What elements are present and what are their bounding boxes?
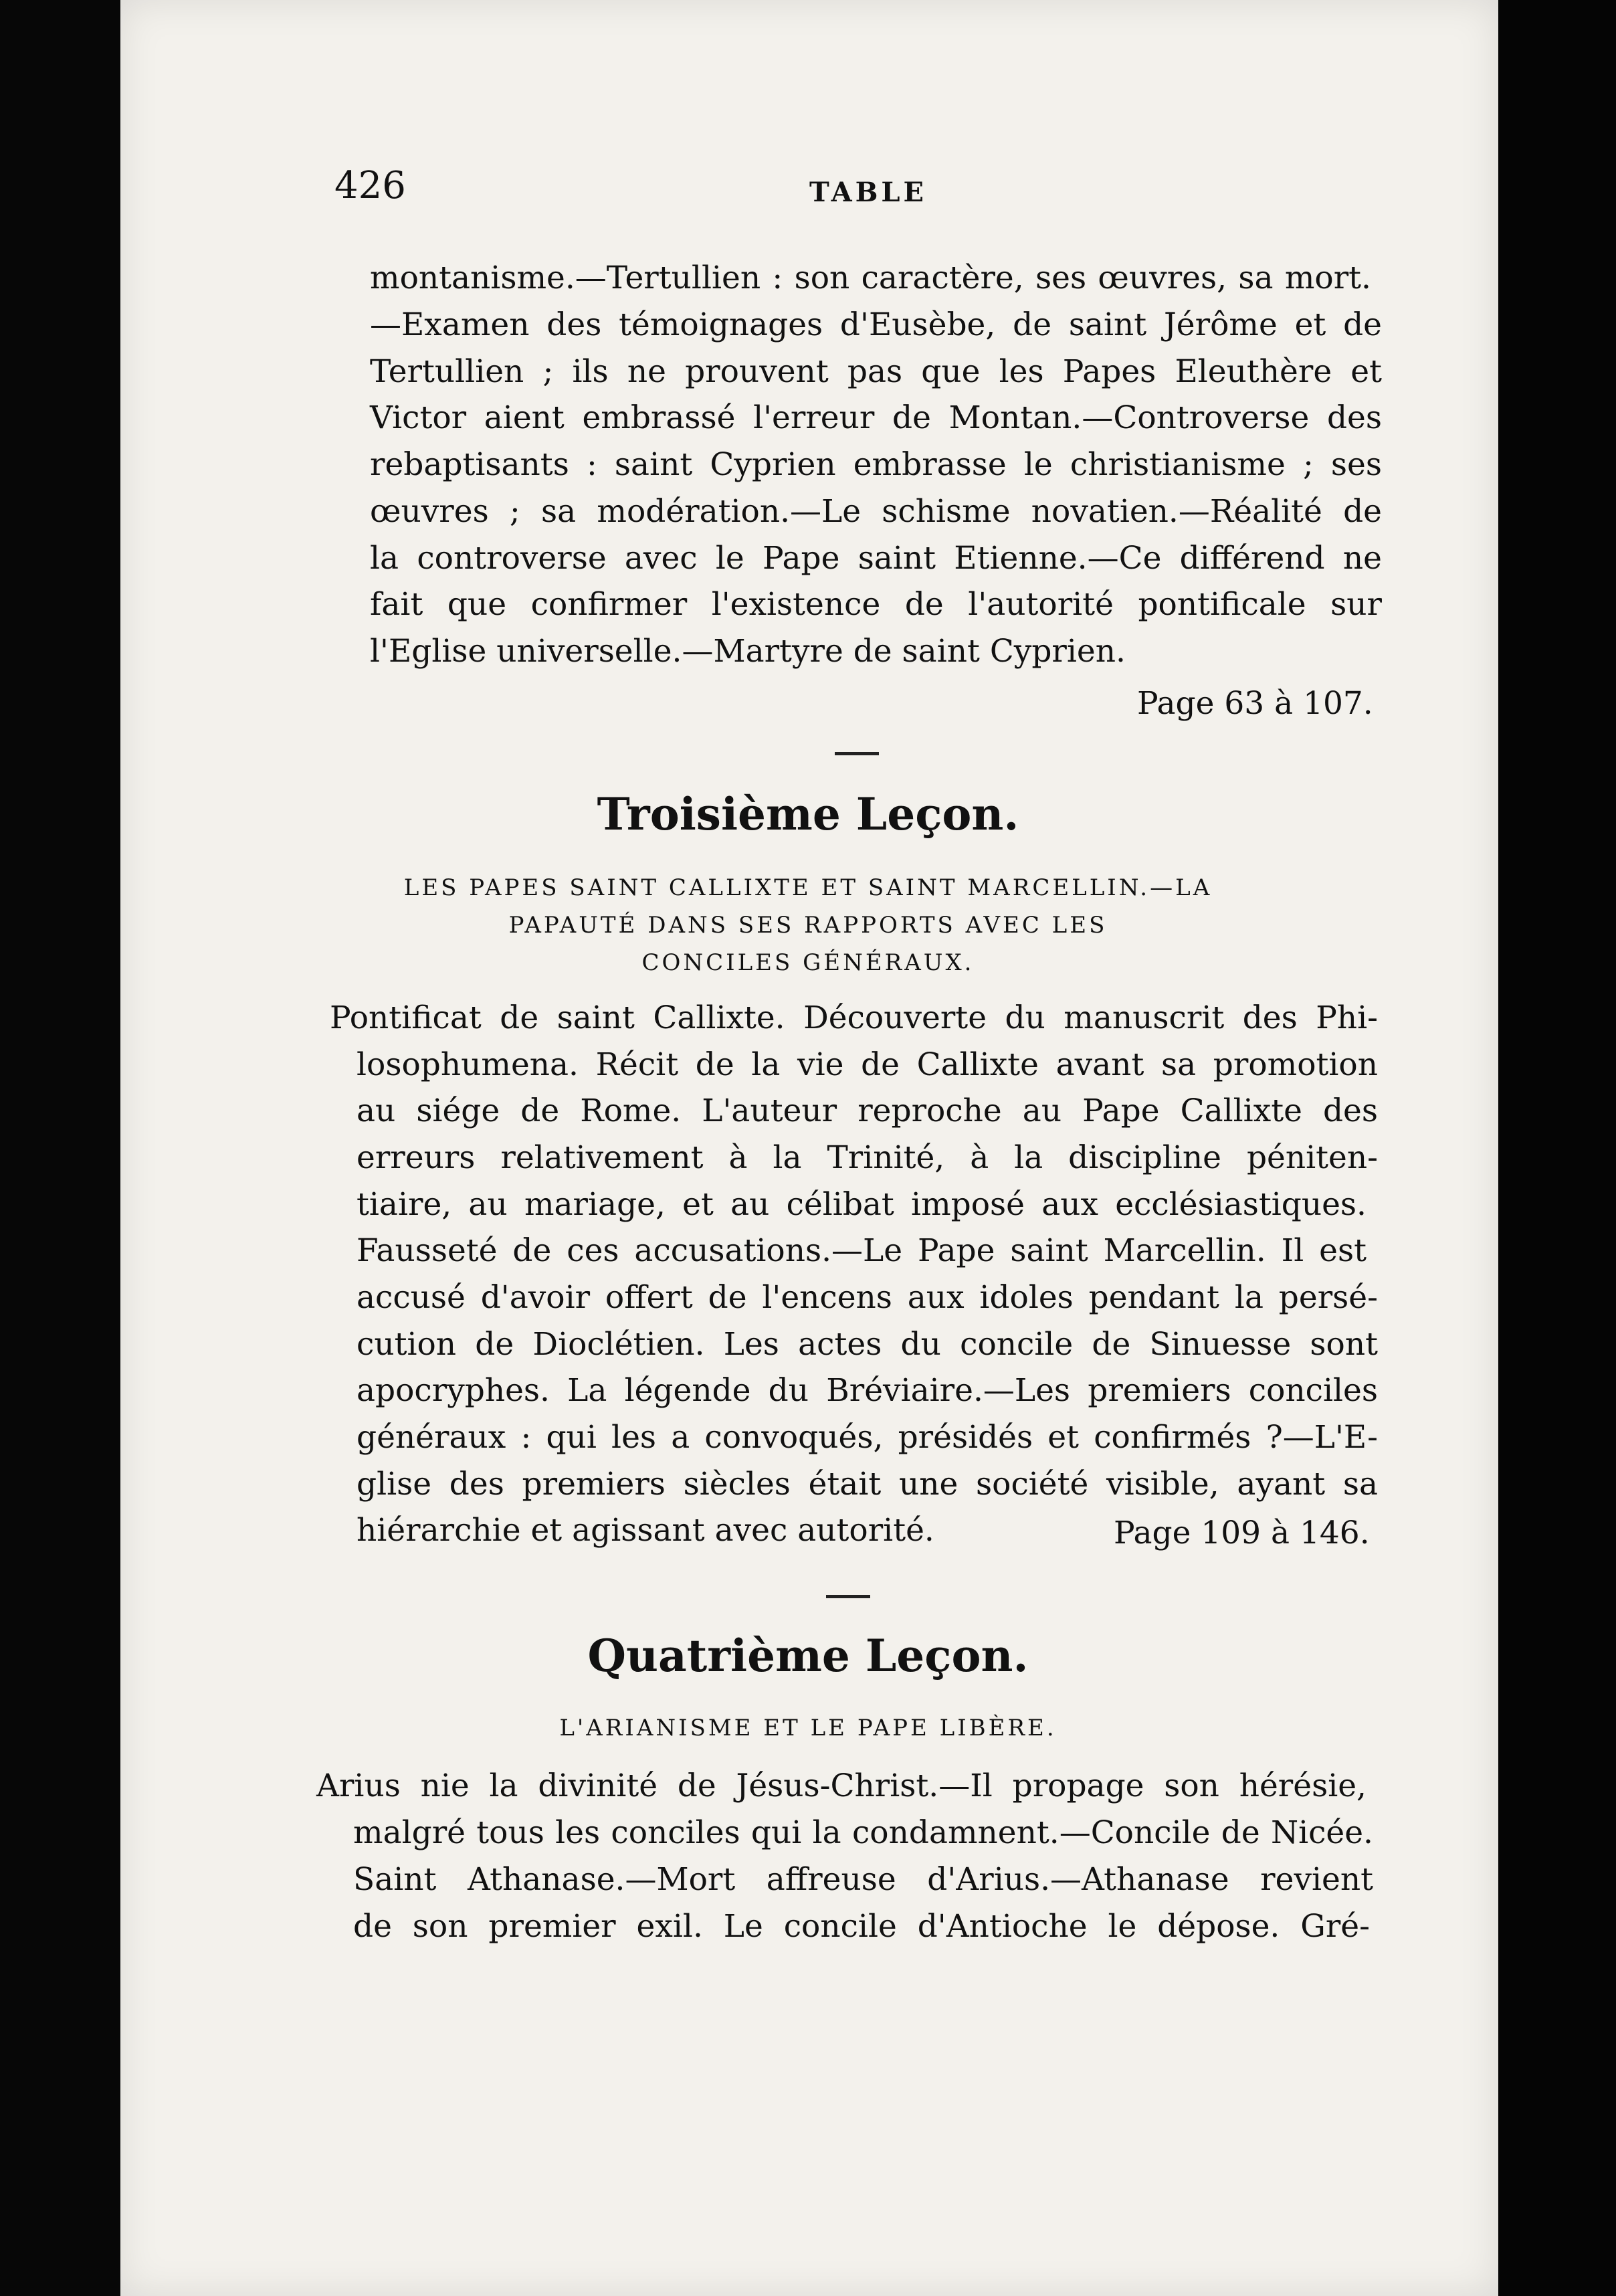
- lesson-subtitle: L'ARIANISME ET LE PAPE LIBÈRE.: [559, 1715, 1057, 1741]
- page-number: 426: [334, 164, 406, 207]
- text-line: au siége de Rome. L'auteur reproche au Pape Callixte des: [357, 1092, 1378, 1129]
- lesson-title: Quatrième Leçon.: [587, 1630, 1029, 1682]
- text-line: glise des premiers siècles était une société visible, ayant sa: [357, 1466, 1378, 1503]
- text-line: Tertullien ; ils ne prouvent pas que les Papes Eleuthère et: [370, 353, 1382, 390]
- page-reference: Page 63 à 107.: [1137, 685, 1373, 722]
- lesson-subtitle: PAPAUTÉ DANS SES RAPPORTS AVEC LES: [508, 912, 1108, 939]
- text-line: apocryphes. La légende du Bréviaire.—Les premiers conciles: [357, 1372, 1378, 1409]
- section-divider: [826, 1595, 870, 1598]
- text-line: erreurs relativement à la Trinité, à la discipline péniten-: [357, 1139, 1378, 1176]
- text-line: l'Eglise universelle.—Martyre de saint Cyprien.: [370, 633, 1126, 670]
- text-line: de son premier exil. Le concile d'Antioche le dépose. Gré-: [353, 1908, 1370, 1945]
- text-line: Arius nie la divinité de Jésus-Christ.—Il propage son hérésie,: [316, 1767, 1367, 1804]
- running-title: TABLE: [809, 177, 928, 208]
- text-line: accusé d'avoir offert de l'encens aux idoles pendant la persé-: [357, 1279, 1378, 1316]
- text-line: Fausseté de ces accusations.—Le Pape saint Marcellin. Il est: [357, 1232, 1367, 1269]
- text-line: la controverse avec le Pape saint Etienne.—Ce différend ne: [370, 540, 1382, 577]
- text-line: généraux : qui les a convoqués, présidés et confirmés ?—L'E-: [357, 1419, 1378, 1456]
- text-line: cution de Dioclétien. Les actes du concile de Sinuesse sont: [357, 1326, 1378, 1363]
- text-line: malgré tous les conciles qui la condamnent.—Concile de Nicée.: [353, 1814, 1373, 1851]
- text-line: —Examen des témoignages d'Eusèbe, de saint Jérôme et de: [370, 306, 1382, 343]
- text-line: fait que confirmer l'existence de l'autorité pontificale sur: [370, 586, 1382, 623]
- scan-left-border: [0, 0, 120, 2296]
- text-line: hiérarchie et agissant avec autorité.: [357, 1512, 934, 1549]
- text-line: montanisme.—Tertullien : son caractère, ses œuvres, sa mort.: [370, 260, 1371, 296]
- lesson-subtitle: LES PAPES SAINT CALLIXTE ET SAINT MARCELLIN.—LA: [403, 874, 1213, 901]
- text-line: Pontificat de saint Callixte. Découverte du manuscrit des Phi-: [330, 999, 1378, 1036]
- scan-right-border: [1498, 0, 1616, 2296]
- lesson-title: Troisième Leçon.: [597, 788, 1019, 840]
- text-line: œuvres ; sa modération.—Le schisme novatien.—Réalité de: [370, 493, 1382, 530]
- lesson-subtitle: CONCILES GÉNÉRAUX.: [641, 949, 975, 976]
- page-reference: Page 109 à 146.: [1114, 1515, 1370, 1551]
- text-line: Victor aient embrassé l'erreur de Montan.—Controverse des: [370, 399, 1382, 436]
- text-line: tiaire, au mariage, et au célibat imposé aux ecclésiastiques.: [357, 1186, 1367, 1223]
- section-divider: [835, 752, 879, 755]
- text-line: rebaptisants : saint Cyprien embrasse le christianisme ; ses: [370, 446, 1382, 483]
- text-line: Saint Athanase.—Mort affreuse d'Arius.—Athanase revient: [353, 1861, 1373, 1898]
- text-line: losophumena. Récit de la vie de Callixte avant sa promotion: [357, 1046, 1378, 1083]
